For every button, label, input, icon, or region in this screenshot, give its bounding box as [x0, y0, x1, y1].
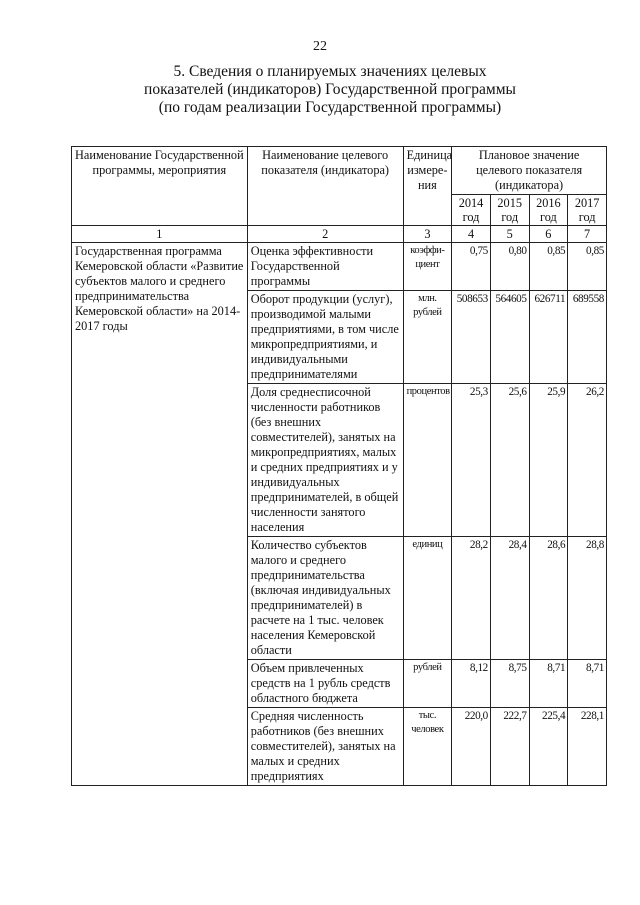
value-2014: 25,3 [452, 384, 491, 537]
value-2016: 626711 [529, 291, 568, 384]
value-2016: 225,4 [529, 708, 568, 786]
value-2017: 689558 [568, 291, 607, 384]
value-2014: 8,12 [452, 660, 491, 708]
value-2017: 228,1 [568, 708, 607, 786]
column-number: 6 [529, 226, 568, 243]
column-number: 1 [72, 226, 248, 243]
unit-cell: единиц [403, 537, 452, 660]
indicator-cell: Доля среднесписочной численности работников (без внешних совместителей), занятых на микропредприятиях, малых и средних предприятиях и у индивидуальных предпринимателей, в общей численности занятого населения [247, 384, 403, 537]
value-2017: 26,2 [568, 384, 607, 537]
value-2016: 28,6 [529, 537, 568, 660]
indicator-cell: Средняя численность работников (без внешних совместителей), занятых на малых и средних предприятиях [247, 708, 403, 786]
indicator-cell: Оборот продукции (услуг), производимой малыми предприятиями, в том числе микропредприятиями, и индивидуальными предпринимателями [247, 291, 403, 384]
value-2015: 564605 [490, 291, 529, 384]
indicator-cell: Количество субъектов малого и среднего предпринимательства (включая индивидуальных предпринимателей) в расчете на 1 тыс. человек населения Кемеровской области [247, 537, 403, 660]
value-2016: 25,9 [529, 384, 568, 537]
unit-cell: тыс. человек [403, 708, 452, 786]
unit-cell: коэффи-циент [403, 243, 452, 291]
header-year-2016: 2016 год [529, 195, 568, 226]
column-number: 7 [568, 226, 607, 243]
unit-cell: процентов [403, 384, 452, 537]
value-2014: 28,2 [452, 537, 491, 660]
value-2015: 222,7 [490, 708, 529, 786]
value-2015: 28,4 [490, 537, 529, 660]
target-indicators-table [71, 146, 607, 786]
header-unit: Единица измере-ния [403, 147, 452, 226]
column-number-row [72, 226, 607, 243]
value-2017: 8,71 [568, 660, 607, 708]
value-2015: 0,80 [490, 243, 529, 291]
column-number: 3 [403, 226, 452, 243]
value-2017: 0,85 [568, 243, 607, 291]
column-number: 2 [247, 226, 403, 243]
table-row [72, 243, 607, 291]
unit-cell: млн. рублей [403, 291, 452, 384]
value-2014: 508653 [452, 291, 491, 384]
header-planned-value: Плановое значение целевого показателя (индикатора) [452, 147, 607, 195]
indicator-cell: Оценка эффективности Государственной программы [247, 243, 403, 291]
header-program: Наименование Государственной программы, мероприятия [72, 147, 248, 226]
heading-line-1: 5. Сведения о планируемых значениях целевых [173, 63, 487, 80]
header-year-2017: 2017 год [568, 195, 607, 226]
header-year-2015: 2015 год [490, 195, 529, 226]
program-name-cell: Государственная программа Кемеровской области «Развитие субъектов малого и среднего предпринимательства Кемеровской области» на 2014-2017 годы [72, 243, 248, 786]
value-2016: 0,85 [529, 243, 568, 291]
value-2015: 8,75 [490, 660, 529, 708]
header-year-2014: 2014 год [452, 195, 491, 226]
unit-cell: рублей [403, 660, 452, 708]
heading-line-3: (по годам реализации Государственной программы) [158, 99, 502, 116]
value-2015: 25,6 [490, 384, 529, 537]
column-number: 5 [490, 226, 529, 243]
heading-line-2: показателей (индикаторов) Государственной программы [144, 81, 516, 98]
header-indicator: Наименование целевого показателя (индикатора) [247, 147, 403, 226]
value-2017: 28,8 [568, 537, 607, 660]
section-heading [60, 63, 600, 117]
value-2014: 220,0 [452, 708, 491, 786]
page-number: 22 [313, 39, 327, 54]
value-2016: 8,71 [529, 660, 568, 708]
value-2014: 0,75 [452, 243, 491, 291]
column-number: 4 [452, 226, 491, 243]
table-header-row [72, 147, 607, 195]
indicator-cell: Объем привлеченных средств на 1 рубль средств областного бюджета [247, 660, 403, 708]
